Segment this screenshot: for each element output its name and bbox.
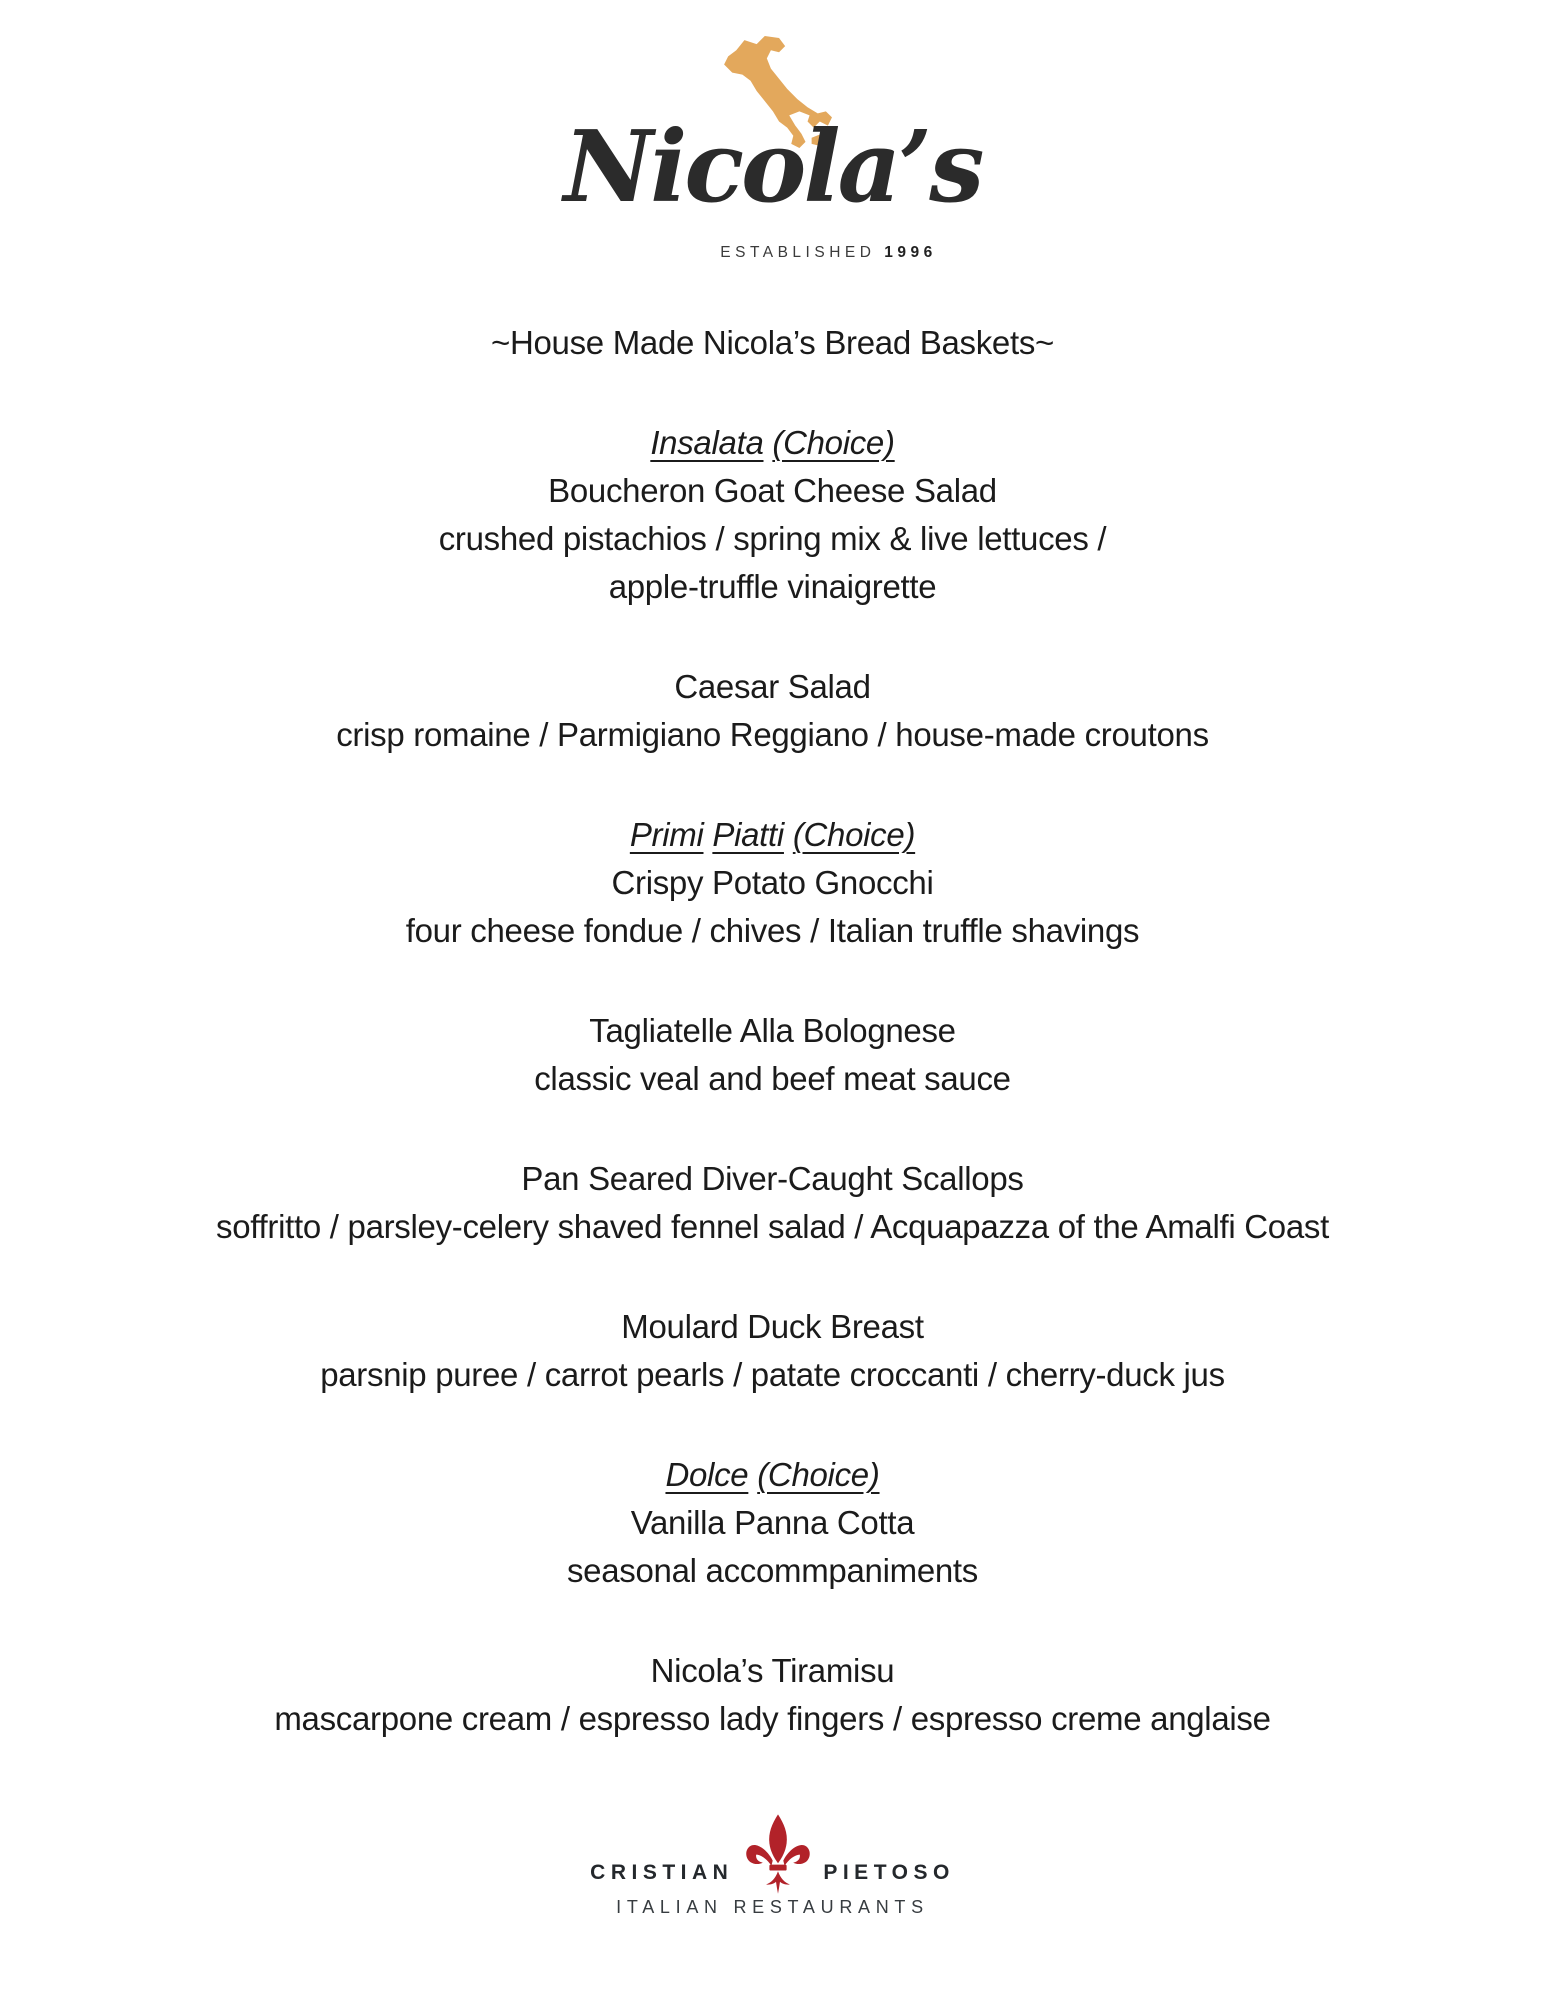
established-line — [56, 244, 1545, 262]
brand-subtitle: ITALIAN RESTAURANTS — [616, 1897, 929, 1917]
section-lines — [0, 1303, 1545, 1399]
menu-line: crisp romaine / Parmigiano Reggiano / house-made croutons — [336, 716, 1209, 753]
section-heading — [0, 419, 1545, 467]
section-lines — [0, 1647, 1545, 1743]
menu-section — [0, 1303, 1545, 1399]
menu-line: soffritto / parsley-celery shaved fennel salad / Acquapazza of the Amalfi Coast — [216, 1208, 1329, 1245]
section-lines — [0, 859, 1545, 955]
menu-line: classic veal and beef meat sauce — [534, 1060, 1011, 1097]
section-heading — [0, 1451, 1545, 1499]
brand-row — [568, 1813, 977, 1893]
menu-line: Vanilla Panna Cotta — [630, 1504, 915, 1541]
menu-line: seasonal accommpaniments — [566, 1552, 978, 1589]
menu-line: Boucheron Goat Cheese Salad — [548, 472, 997, 509]
menu-title: ~House Made Nicola’s Bread Baskets~ — [490, 324, 1055, 361]
menu-line: Nicola’s Tiramisu — [650, 1652, 895, 1689]
menu-section — [0, 1007, 1545, 1103]
section-lines — [0, 663, 1545, 759]
menu-section — [0, 811, 1545, 955]
menu-content — [0, 319, 1545, 1743]
menu-line: Pan Seared Diver-Caught Scallops — [521, 1160, 1024, 1197]
menu-line: parsnip puree / carrot pearls / patate croccanti / cherry-duck jus — [320, 1356, 1225, 1393]
footer-brand — [0, 1813, 1545, 1918]
section-heading — [0, 811, 1545, 859]
menu-section — [0, 1647, 1545, 1743]
menu-section — [0, 1155, 1545, 1251]
menu-sections — [0, 419, 1545, 1743]
section-heading-word: (Choice) — [772, 424, 895, 461]
section-heading-word: (Choice) — [757, 1456, 880, 1493]
section-heading-word: Insalata — [650, 424, 764, 461]
menu-line: crushed pistachios / spring mix & live lettuces / — [438, 520, 1107, 557]
menu-section — [0, 663, 1545, 759]
menu-line: Crispy Potato Gnocchi — [611, 864, 934, 901]
section-lines — [0, 1007, 1545, 1103]
restaurant-name: Nicola’s — [563, 110, 982, 225]
section-lines — [0, 1155, 1545, 1251]
section-heading-word: Dolce — [665, 1456, 749, 1493]
section-heading-word: Primi — [629, 816, 704, 853]
menu-section — [0, 419, 1545, 611]
menu-line: Tagliatelle Alla Bolognese — [589, 1012, 956, 1049]
section-lines — [0, 467, 1545, 611]
brand-name-right: PIETOSO — [823, 1861, 955, 1884]
menu-line: Moulard Duck Breast — [621, 1308, 924, 1345]
section-lines — [0, 1499, 1545, 1595]
section-heading-word: Piatti — [712, 816, 784, 853]
menu-line: mascarpone cream / espresso lady fingers / espresso creme anglaise — [274, 1700, 1271, 1737]
established-year: 1996 — [884, 244, 937, 261]
section-heading-word: (Choice) — [792, 816, 916, 853]
menu-line: apple-truffle vinaigrette — [608, 568, 937, 605]
restaurant-logo — [0, 0, 1545, 290]
established-label: ESTABLISHED — [720, 244, 876, 261]
menu-section — [0, 1451, 1545, 1595]
menu-line: Caesar Salad — [674, 668, 871, 705]
menu-line: four cheese fondue / chives / Italian truffle shavings — [405, 912, 1140, 949]
brand-name-left: CRISTIAN — [590, 1861, 734, 1884]
